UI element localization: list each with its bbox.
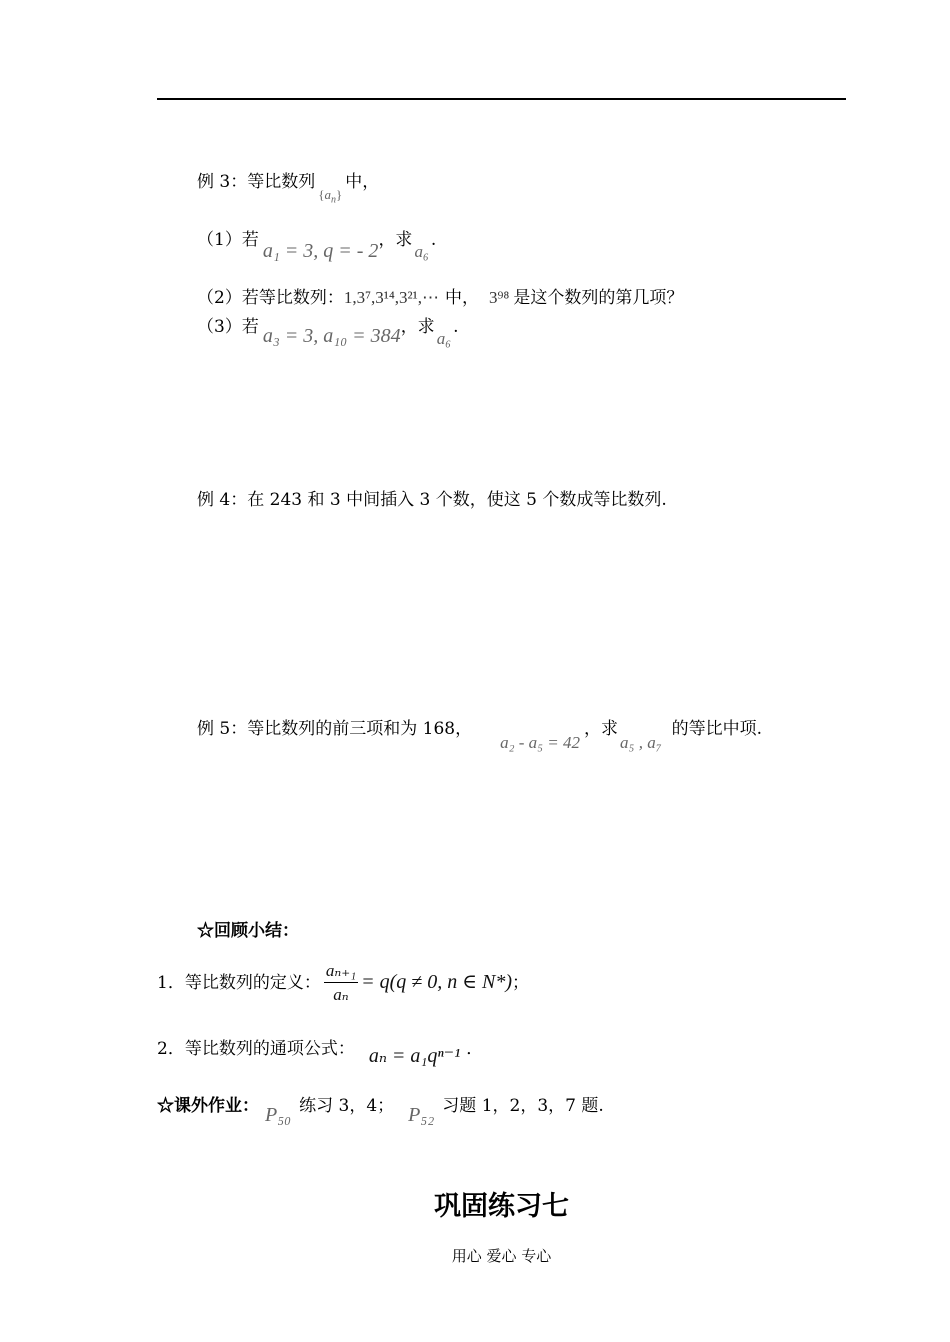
- example-3-part-2: （2）若等比数列：1,3⁷,3¹⁴,3²¹,⋯ 中， 3⁹⁸ 是这个数列的第几项？: [197, 288, 684, 308]
- sequence-an: {an}: [318, 187, 343, 206]
- summary-item-2: 2．等比数列的通项公式： aₙ = a₁qⁿ⁻¹ ．: [157, 1039, 484, 1067]
- example-3-part-1: （1）若 a₁ = 3, q = - 2，求a₆.: [197, 230, 437, 262]
- example-5: 例 5：等比数列的前三项和为 168，a₂ - a₅ = 42，求a₅ , a₇的等比中项.: [197, 719, 763, 752]
- condition-1: a₁ = 3, q = - 2: [262, 240, 379, 262]
- ratio-rhs: = q(q ≠ 0, n ∈ N*): [361, 971, 513, 993]
- homework: ☆课外作业： P₅₀ 练习 3，4； P₅₂ 习题 1，2，3，7 题.: [157, 1096, 604, 1126]
- general-term-formula: aₙ = a₁qⁿ⁻¹: [368, 1045, 461, 1067]
- term-3-98: 3⁹⁸: [488, 288, 510, 307]
- ratio-fraction: $\frac{\text{aₙ₊₁}}{\text{aₙ}}$: [325, 961, 357, 1004]
- page-footer: 用心 爱心 专心: [451, 1247, 552, 1265]
- example-3-heading: 例 3：等比数列$_{\{a_n\}}$中，: [197, 172, 380, 206]
- example-4: 例 4：在 243 和 3 中间插入 3 个数，使这 5 个数成等比数列.: [197, 490, 667, 510]
- page-ref-50: P₅₀: [265, 1104, 292, 1126]
- section-title: 巩固练习七: [434, 1191, 569, 1222]
- page-ref-52: P₅₂: [408, 1104, 435, 1126]
- condition-5: a₂ - a₅ = 42: [500, 733, 581, 752]
- example-3-part-3: （3）若 a₃ = 3, a₁₀ = 384，求a₆.: [197, 317, 459, 348]
- targets-a5-a7: a₅ , a₇: [620, 733, 662, 752]
- summary-heading: ☆回顾小结：: [197, 921, 299, 941]
- target-a6-2: a₆: [436, 329, 452, 348]
- condition-3: a₃ = 3, a₁₀ = 384: [262, 325, 401, 347]
- target-a6: a₆: [414, 242, 429, 261]
- summary-item-1: 1．等比数列的定义： $\frac{\text{aₙ₊₁}}{\text{aₙ}}$ = q(q ≠ 0, n ∈ N*)；: [157, 960, 529, 1007]
- header-rule: [157, 98, 846, 100]
- sequence-terms: 1,3⁷,3¹⁴,3²¹,⋯: [343, 288, 439, 307]
